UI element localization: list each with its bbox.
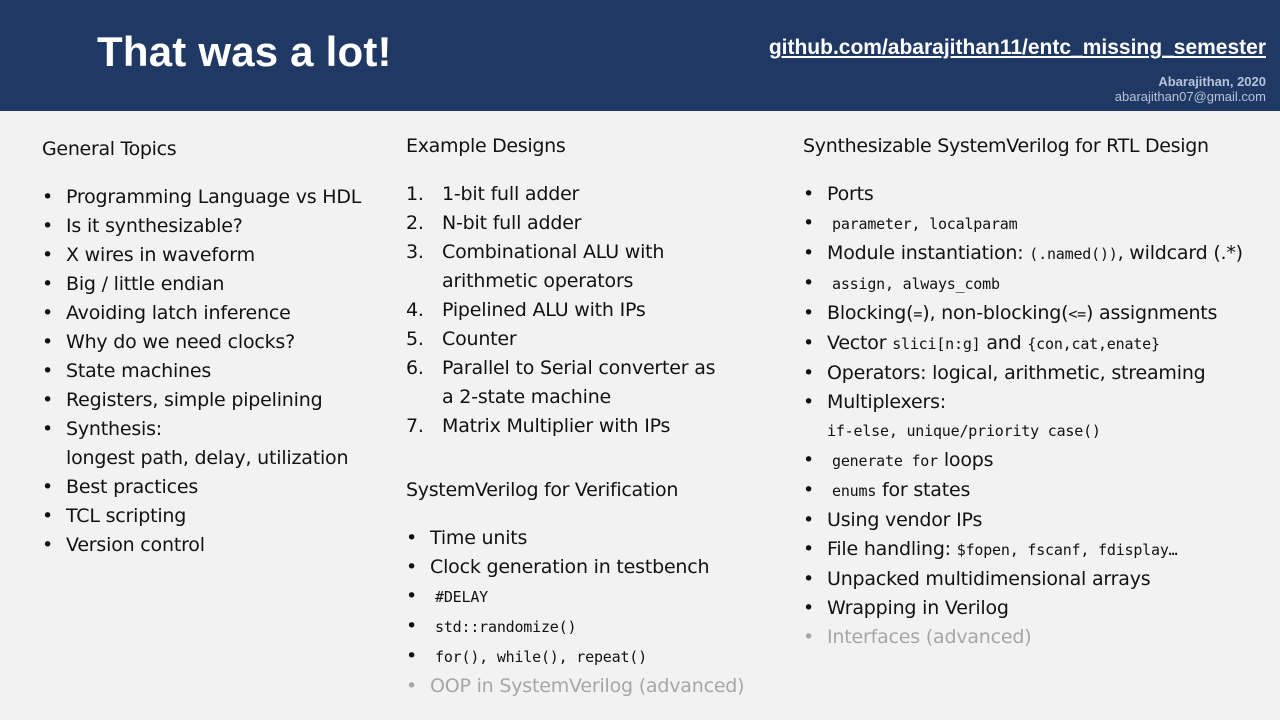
author-credit: Abarajithan, 2020 [1158,74,1266,89]
list-item: 3. Combinational ALU with arithmetic operators [406,241,665,292]
list-item: • Blocking(=), non-blocking(<=) assignments [803,299,1243,329]
list-item: • Is it synthesizable? [42,212,361,241]
list-item: • Big / little endian [42,270,361,299]
list-item: • State machines [42,357,361,386]
list-item: • Operators: logical, arithmetic, streaming [803,359,1243,388]
example-designs-heading: Example Designs [406,135,566,157]
list-item: 5. Counter [406,328,517,350]
author-email: abarajithan07@gmail.com [1114,89,1266,104]
list-item: • File handling: $fopen, fscanf, fdisplay… [803,535,1243,565]
list-item: • Registers, simple pipelining [42,386,361,415]
list-item: 4. Pipelined ALU with IPs [406,299,646,321]
list-item: • Multiplexers: if-else, unique/priority case() [803,388,1243,446]
list-item: 2. N-bit full adder [406,212,582,234]
list-item: • for(), while(), repeat() [406,642,744,672]
verification-heading: SystemVerilog for Verification [406,479,679,501]
list-item: • Wrapping in Verilog [803,594,1243,623]
list-item: 1. 1-bit full adder [406,183,580,205]
list-item: • assign, always_comb [803,269,1243,299]
rtl-design-heading: Synthesizable SystemVerilog for RTL Design [803,135,1209,157]
list-item: 6. Parallel to Serial converter as a 2-state machine [406,357,716,408]
list-item: • Ports [803,180,1243,209]
list-item: 7. Matrix Multiplier with IPs [406,415,671,437]
list-item: • std::randomize() [406,612,744,642]
list-item: • parameter, localparam [803,209,1243,239]
rtl-design-list [803,180,1243,652]
list-item: • TCL scripting [42,502,361,531]
list-item: • Vector slici[n:g] and {con,cat,enate} [803,329,1243,359]
list-item: • Version control [42,531,361,560]
general-topics-list [42,183,361,560]
list-item: • Time units [406,524,744,553]
list-item [42,415,361,473]
list-item: • X wires in waveform [42,241,361,270]
general-topics-heading: General Topics [42,138,177,160]
list-item: • Module instantiation: (.named()), wildcard (.*) [803,239,1243,269]
list-item: • Avoiding latch inference [42,299,361,328]
list-item-line: • Synthesis: [66,418,163,440]
list-item: • Interfaces (advanced) [803,623,1243,652]
general-topics-column [42,138,361,560]
list-item: • Unpacked multidimensional arrays [803,565,1243,594]
example-designs-list [406,180,744,441]
repo-link[interactable]: github.com/abarajithan11/entc_missing_semester [768,36,1266,59]
slide-title: That was a lot! [97,28,392,75]
list-item: • enums for states [803,476,1243,506]
list-item: • generate for loops [803,446,1243,476]
rtl-design-column [803,135,1243,652]
list-item: • Why do we need clocks? [42,328,361,357]
example-designs-column [406,135,744,701]
verification-list [406,524,744,701]
list-item: • Programming Language vs HDL [42,183,361,212]
list-item-line: longest path, delay, utilization [66,447,349,469]
list-item: • OOP in SystemVerilog (advanced) [406,672,744,701]
list-item: • Clock generation in testbench [406,553,744,582]
title-bar [0,0,1280,111]
list-item: • #DELAY [406,582,744,612]
list-item: • Best practices [42,473,361,502]
list-item: • Using vendor IPs [803,506,1243,535]
